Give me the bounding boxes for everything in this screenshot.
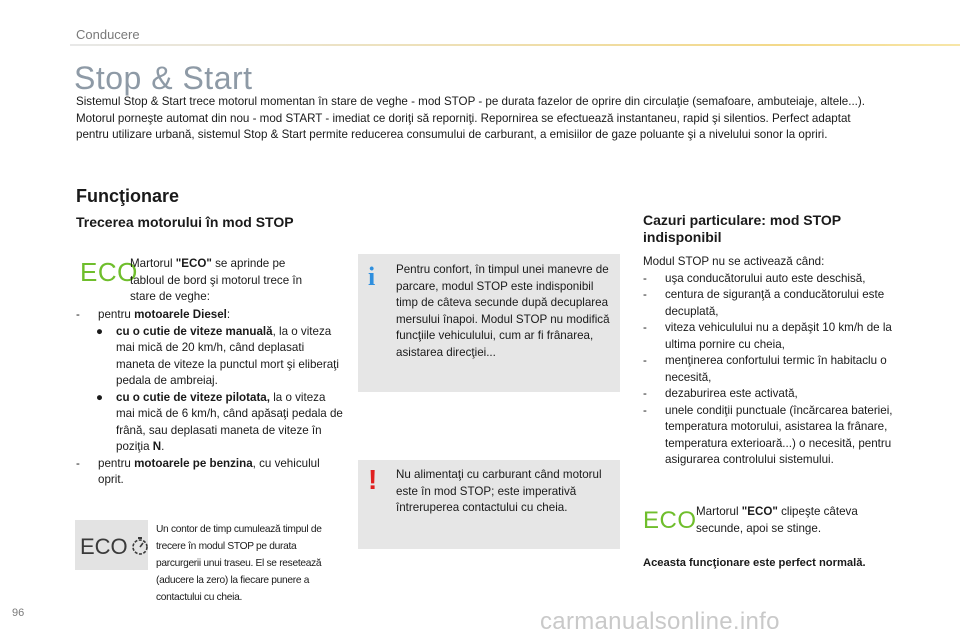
blink-bold: "ECO" [741,505,778,518]
page-header [0,0,960,44]
gear-n: N [152,440,162,453]
list-item-manual-gearbox [76,324,346,390]
unavailable-lead: Modul STOP nu se activează când: [643,255,825,268]
list-dash: - [643,387,647,400]
list-item [643,320,913,353]
lamp-text-pre: Martorul [130,257,176,270]
stop-conditions-list [76,307,346,489]
list-item-text: uşa conducătorului auto este deschisă, [665,271,866,285]
intro-paragraph: Sistemul Stop & Start trece motorul momentan în stare de veghe - mod STOP - pe durata fazelor de oprire din circulaţie (semafoare, ambuteiaje, altele...). Motorul porneşte automat din nou - mod START - imediat ce doriţi să reporniţi. Repornirea se efectuează instantaneu, rapid şi silentios. Perfect adaptat pentru utilizare urbană, sistemul Stop & Start permite reducerea consumului de carburant, a emisiilor de gaze poluante şi a nivelului sonor la opriri. [76,95,865,141]
eco-counter-description: Un contor de timp cumulează timpul de trecere în modul STOP pe durata parcurgerii unui traseu. El se resetează (aducere la zero) la fiecare punere a contactului cu cheia. [156,524,322,603]
watermark: carmanualsonline.info [540,608,780,635]
eco-blinking-icon: ECO [643,507,697,534]
list-dash: - [643,321,647,334]
eco-indicator-icon: ECO [80,257,138,287]
list-item-text: centura de siguranţă a conducătorului este decuplată, [665,288,885,318]
warning-icon: ! [368,464,378,495]
section-header: Conducere [76,27,140,42]
list-item-diesel [76,307,346,324]
unavailable-subtitle: Cazuri particulare: mod STOP indisponibil [643,212,841,245]
diesel-bold: motoarele Diesel [134,308,227,321]
blink-pre: Martorul [696,505,742,518]
list-dash: - [643,354,647,367]
normal-operation-note: Aceasta funcţionare este perfect normală. [643,557,866,569]
header-divider [70,44,960,46]
list-item [643,287,913,320]
diesel-post: : [226,308,231,321]
info-note-text: Pentru confort, în timpul unei manevre de parcare, modul STOP este indisponibil timp de câteva secunde după decuplarea mersului înapoi. Modul STOP nu modifică funcţiile vehiculului, cum ar fi frânarea, asistarea direcţiei... [396,263,610,359]
manual-post: , la o viteza mai mică de 20 km/h, când deplasati maneta de viteze la punctul mort şi eliberaţi pedala de ambreiaj. [116,324,339,387]
list-dash: - [76,308,80,321]
list-item [643,353,913,386]
list-item-text: unele condiţii punctuale (încărcarea bateriei, temperatura motorului, asistarea la frânare, temperatura exterioară...) o necesită, pentru asigurarea controlului sistemului. [665,403,893,466]
eco-counter-icon [80,534,150,560]
manual-bold: cu o cutie de viteze manuală [116,324,273,338]
list-item-text: viteza vehiculului nu a depăşit 10 km/h de la ultima pornire cu cheia, [665,321,892,351]
counter-eco-label: ECO [80,534,128,559]
piloted-bold: cu o cutie de viteze pilotata, [116,390,270,404]
diesel-pre: pentru [98,308,135,321]
petrol-post: , cu vehiculul oprit. [98,456,320,486]
bullet-icon: ● [96,324,104,338]
stopwatch-icon [130,536,150,556]
petrol-bold: motoarele pe benzina [134,456,253,470]
list-item [643,271,913,288]
unavailable-conditions [643,254,913,469]
stop-mode-subtitle: Trecerea motorului în mod STOP [76,214,294,230]
info-icon: i [368,262,376,291]
list-item-petrol [76,456,346,489]
list-dash: - [643,271,647,285]
list-dash: - [643,403,647,417]
lamp-text-post: se aprinde pe tabloul de bord şi motorul trece în stare de veghe: [130,257,303,303]
petrol-pre: pentru [98,456,135,470]
eco-blink-description [696,504,896,537]
blink-post: clipeşte câteva secunde, apoi se stinge. [696,505,858,535]
list-dash: - [643,288,647,301]
lamp-text-bold: "ECO" [175,257,212,270]
warning-note-text: Nu alimentaţi cu carburant când motorul este în mod STOP; este imperativă întreruperea contactului cu cheia. [396,468,602,514]
list-dash: - [76,456,80,470]
eco-lamp-description [130,256,320,306]
list-item-piloted-gearbox [76,390,346,456]
list-item-text: dezaburirea este activată, [665,387,798,400]
page-number: 96 [12,607,25,619]
piloted-end: . [161,440,165,453]
list-item [643,386,913,403]
page-title: Stop & Start [74,60,253,96]
list-item [643,403,913,469]
piloted-post: la o viteza mai mică de 6 km/h, când apăsaţi pedala de frână, sau deplasati maneta de viteze în poziţia [116,390,343,453]
bullet-icon: ● [96,390,104,404]
list-item-text: menţinerea confortului termic în habitaclu o necesită, [665,354,887,384]
section-title: Funcţionare [76,186,180,206]
